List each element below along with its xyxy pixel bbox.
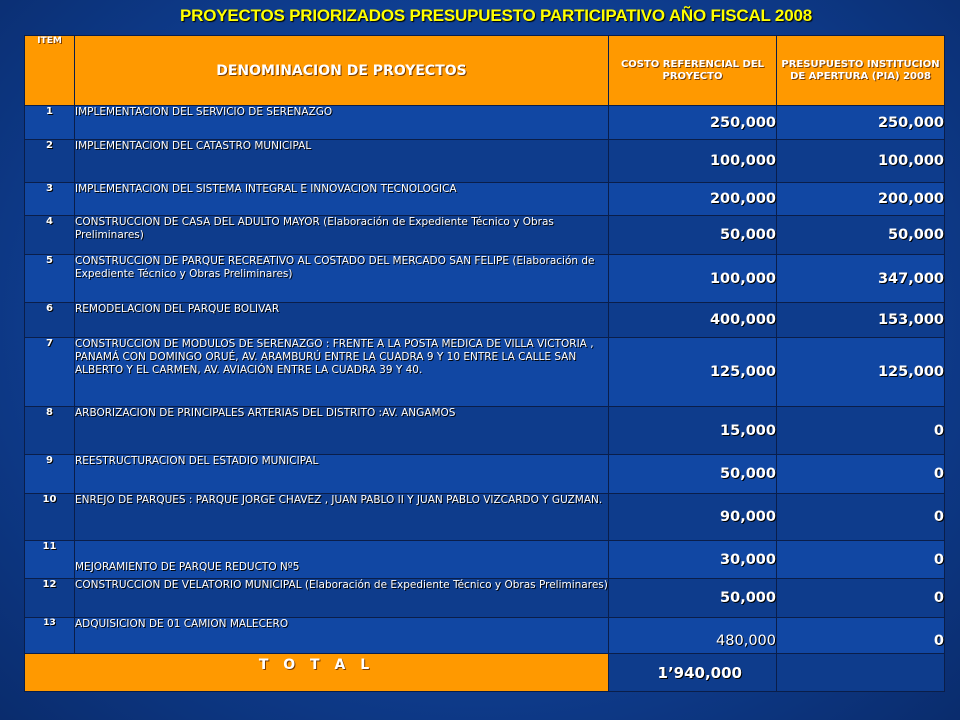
total-value: 1’940,000 [609, 654, 777, 692]
cost-value: 50,000 [609, 579, 777, 618]
project-name: REESTRUCTURACION DEL ESTADIO MUNICIPAL [75, 455, 609, 494]
project-name: CONSTRUCCION DE VELATORIO MUNICIPAL (Elaboración de Expediente Técnico y Obras Preliminares) [75, 579, 609, 618]
table-row [25, 338, 945, 407]
pia-value: 0 [777, 407, 945, 455]
header-item: ITEM [25, 36, 75, 106]
project-name: ENREJO DE PARQUES : PARQUE JORGE CHAVEZ , JUAN PABLO II Y JUAN PABLO VIZCARDO Y GUZMAN. [75, 494, 609, 541]
item-number: 7 [25, 338, 75, 407]
item-number: 9 [25, 455, 75, 494]
header-pia: PRESUPUESTO INSTITUCION DE APERTURA (PIA) 2008 [777, 36, 945, 106]
cost-value: 90,000 [609, 494, 777, 541]
table-row [25, 140, 945, 183]
table-row [25, 455, 945, 494]
cost-value: 50,000 [609, 216, 777, 255]
total-empty-cell [777, 654, 945, 692]
table-header-row [25, 36, 945, 106]
page-title: PROYECTOS PRIORIZADOS PRESUPUESTO PARTICIPATIVO AÑO FISCAL 2008 [180, 6, 812, 25]
item-number: 10 [25, 494, 75, 541]
cost-value: 200,000 [609, 183, 777, 216]
item-number: 3 [25, 183, 75, 216]
item-number: 4 [25, 216, 75, 255]
pia-value: 0 [777, 618, 945, 654]
project-name: ARBORIZACION DE PRINCIPALES ARTERIAS DEL DISTRITO :AV. ANGAMOS [75, 407, 609, 455]
item-number: 11 [25, 541, 75, 579]
header-cost: COSTO REFERENCIAL DEL PROYECTO [609, 36, 777, 106]
project-name: CONSTRUCCION DE MODULOS DE SERENAZGO : FRENTE A LA POSTA MEDICA DE VILLA VICTORIA , PANAMÁ CON DOMINGO ORUÉ, AV. ARAMBURÚ ENTRE LA CUADRA 9 Y 10 ENTRE LA CALLE SAN ALBERTO Y EL CARMEN, AV. AVIACIÓN ENTRE LA CUADRA 39 Y 40. [75, 338, 609, 407]
cost-value: 100,000 [609, 255, 777, 303]
table-row [25, 407, 945, 455]
project-name: CONSTRUCCION DE CASA DEL ADULTO MAYOR (Elaboración de Expediente Técnico y Obras Preliminares) [75, 216, 609, 255]
table-row [25, 216, 945, 255]
pia-value: 0 [777, 494, 945, 541]
cost-value: 250,000 [609, 106, 777, 140]
pia-value: 100,000 [777, 140, 945, 183]
project-name: IMPLEMENTACION DEL CATASTRO MUNICIPAL [75, 140, 609, 183]
projects-table [24, 35, 945, 692]
pia-value: 153,000 [777, 303, 945, 338]
project-name: IMPLEMENTACION DEL SERVICIO DE SERENAZGO [75, 106, 609, 140]
table-row [25, 579, 945, 618]
item-number: 13 [25, 618, 75, 654]
item-number: 2 [25, 140, 75, 183]
project-name: IMPLEMENTACION DEL SISTEMA INTEGRAL E INNOVACION TECNOLOGICA [75, 183, 609, 216]
cost-value: 480,000 [609, 618, 777, 654]
cost-value: 50,000 [609, 455, 777, 494]
table-row [25, 106, 945, 140]
total-row [25, 654, 945, 692]
project-name: ADQUISICION DE 01 CAMION MALECERO [75, 618, 609, 654]
table-row [25, 183, 945, 216]
cost-value: 125,000 [609, 338, 777, 407]
cost-value: 30,000 [609, 541, 777, 579]
total-label: T O T A L [25, 654, 609, 692]
pia-value: 0 [777, 579, 945, 618]
pia-value: 250,000 [777, 106, 945, 140]
table-row [25, 303, 945, 338]
table-row [25, 255, 945, 303]
pia-value: 0 [777, 541, 945, 579]
table-row [25, 541, 945, 579]
cost-value: 100,000 [609, 140, 777, 183]
item-number: 5 [25, 255, 75, 303]
table-row [25, 494, 945, 541]
pia-value: 347,000 [777, 255, 945, 303]
project-name: MEJORAMIENTO DE PARQUE REDUCTO Nº5 [75, 541, 609, 579]
item-number: 6 [25, 303, 75, 338]
item-number: 1 [25, 106, 75, 140]
header-name: DENOMINACION DE PROYECTOS [75, 36, 609, 106]
table-row [25, 618, 945, 654]
pia-value: 50,000 [777, 216, 945, 255]
pia-value: 125,000 [777, 338, 945, 407]
cost-value: 400,000 [609, 303, 777, 338]
item-number: 8 [25, 407, 75, 455]
item-number: 12 [25, 579, 75, 618]
pia-value: 200,000 [777, 183, 945, 216]
project-name: CONSTRUCCION DE PARQUE RECREATIVO AL COSTADO DEL MERCADO SAN FELIPE (Elaboración de Expediente Técnico y Obras Preliminares) [75, 255, 609, 303]
project-name: REMODELACION DEL PARQUE BOLIVAR [75, 303, 609, 338]
pia-value: 0 [777, 455, 945, 494]
cost-value: 15,000 [609, 407, 777, 455]
